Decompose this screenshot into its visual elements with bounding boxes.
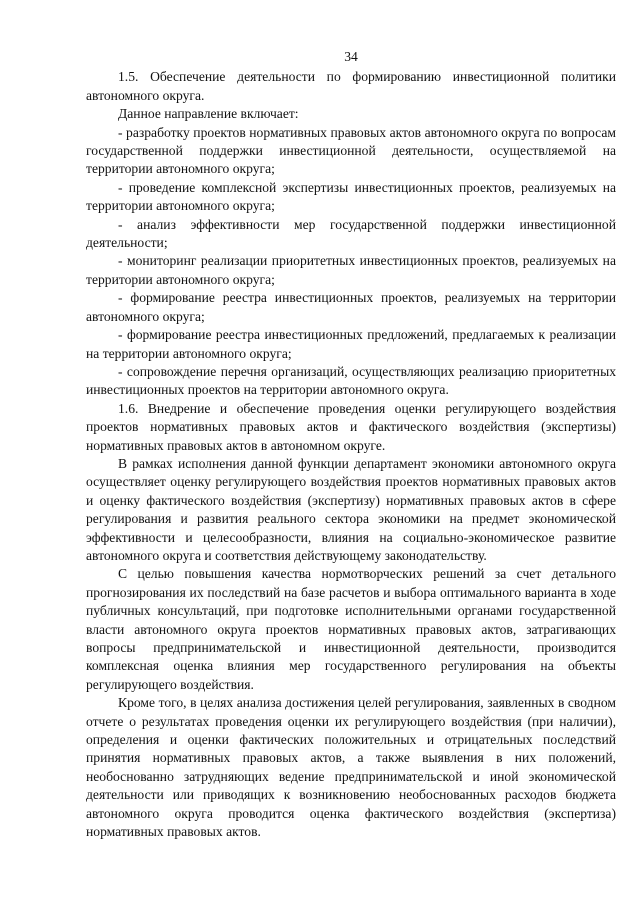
list-item: - анализ эффективности мер государственной поддержки инвестиционной деятельности; [86, 216, 616, 251]
list-item: - формирование реестра инвестиционных проектов, реализуемых на территории автономного округа; [86, 290, 616, 324]
paragraph-body: С целью повышения качества нормотворческих решений за счет детального прогнозирования их последствий на базе расчетов и выбора оптимального варианта в ходе публичных консультаций, при подготовке исполнительными органами государственной власти автономного округа проектов нормативных правовых актов, затрагивающих вопросы предпринимательской и инвестиционной деятельности, производится комплексная оценка влияния мер государственного регулирования на объекты регулирующего воздействия. [86, 566, 616, 692]
page-number: 34 [344, 49, 358, 64]
document-page [86, 48, 616, 841]
paragraph-body: В рамках исполнения данной функции департамент экономики автономного округа осуществляет оценку регулирующего воздействия проектов нормативных правовых актов и оценку фактического воздействия (экспертизу) нормативных правовых актов в сфере регулирования и развития реального сектора экономики на предмет экономической эффективности и целесообразности, влияния на социально-экономическое развитие автономного округа и соответствия действующему законодательству. [86, 455, 616, 563]
section-heading-1-5: 1.5. Обеспечение деятельности по формированию инвестиционной политики автономного округа. [86, 69, 616, 103]
list-item: - сопровождение перечня организаций, осуществляющих реализацию приоритетных инвестиционных проектов на территории автономного округа. [86, 363, 616, 398]
list-item: - формирование реестра инвестиционных предложений, предлагаемых к реализации на территории автономного округа; [86, 327, 616, 361]
paragraph-body: Кроме того, в целях анализа достижения целей регулирования, заявленных в сводном отчете о результатах проведения оценки их регулирующего воздействия (при наличии), определения и оценки фактических положительных и отрицательных последствий принятия нормативных правовых актов, а также выявления в них положений, необоснованно затрудняющих ведение предпринимательской и иной экономической деятельности или приводящих к возникновению необоснованных расходов бюджета автономного округа проводится оценка фактического воздействия (экспертиза) нормативных правовых актов. [86, 695, 616, 840]
list-item: - мониторинг реализации приоритетных инвестиционных проектов, реализуемых на территории автономного округа; [86, 253, 616, 287]
list-item: - проведение комплексной экспертизы инвестиционных проектов, реализуемых на территории автономного округа; [86, 179, 616, 214]
list-item: - разработку проектов нормативных правовых актов автономного округа по вопросам государственной поддержки инвестиционной деятельности, осуществляемой на территории автономного округа; [86, 124, 616, 177]
paragraph-intro: Данное направление включает: [118, 106, 299, 122]
section-heading-1-6: 1.6. Внедрение и обеспечение проведения оценки регулирующего воздействия проектов нормативных правовых актов и фактического воздействия (экспертизы) нормативных правовых актов в автономном округе. [86, 400, 616, 453]
